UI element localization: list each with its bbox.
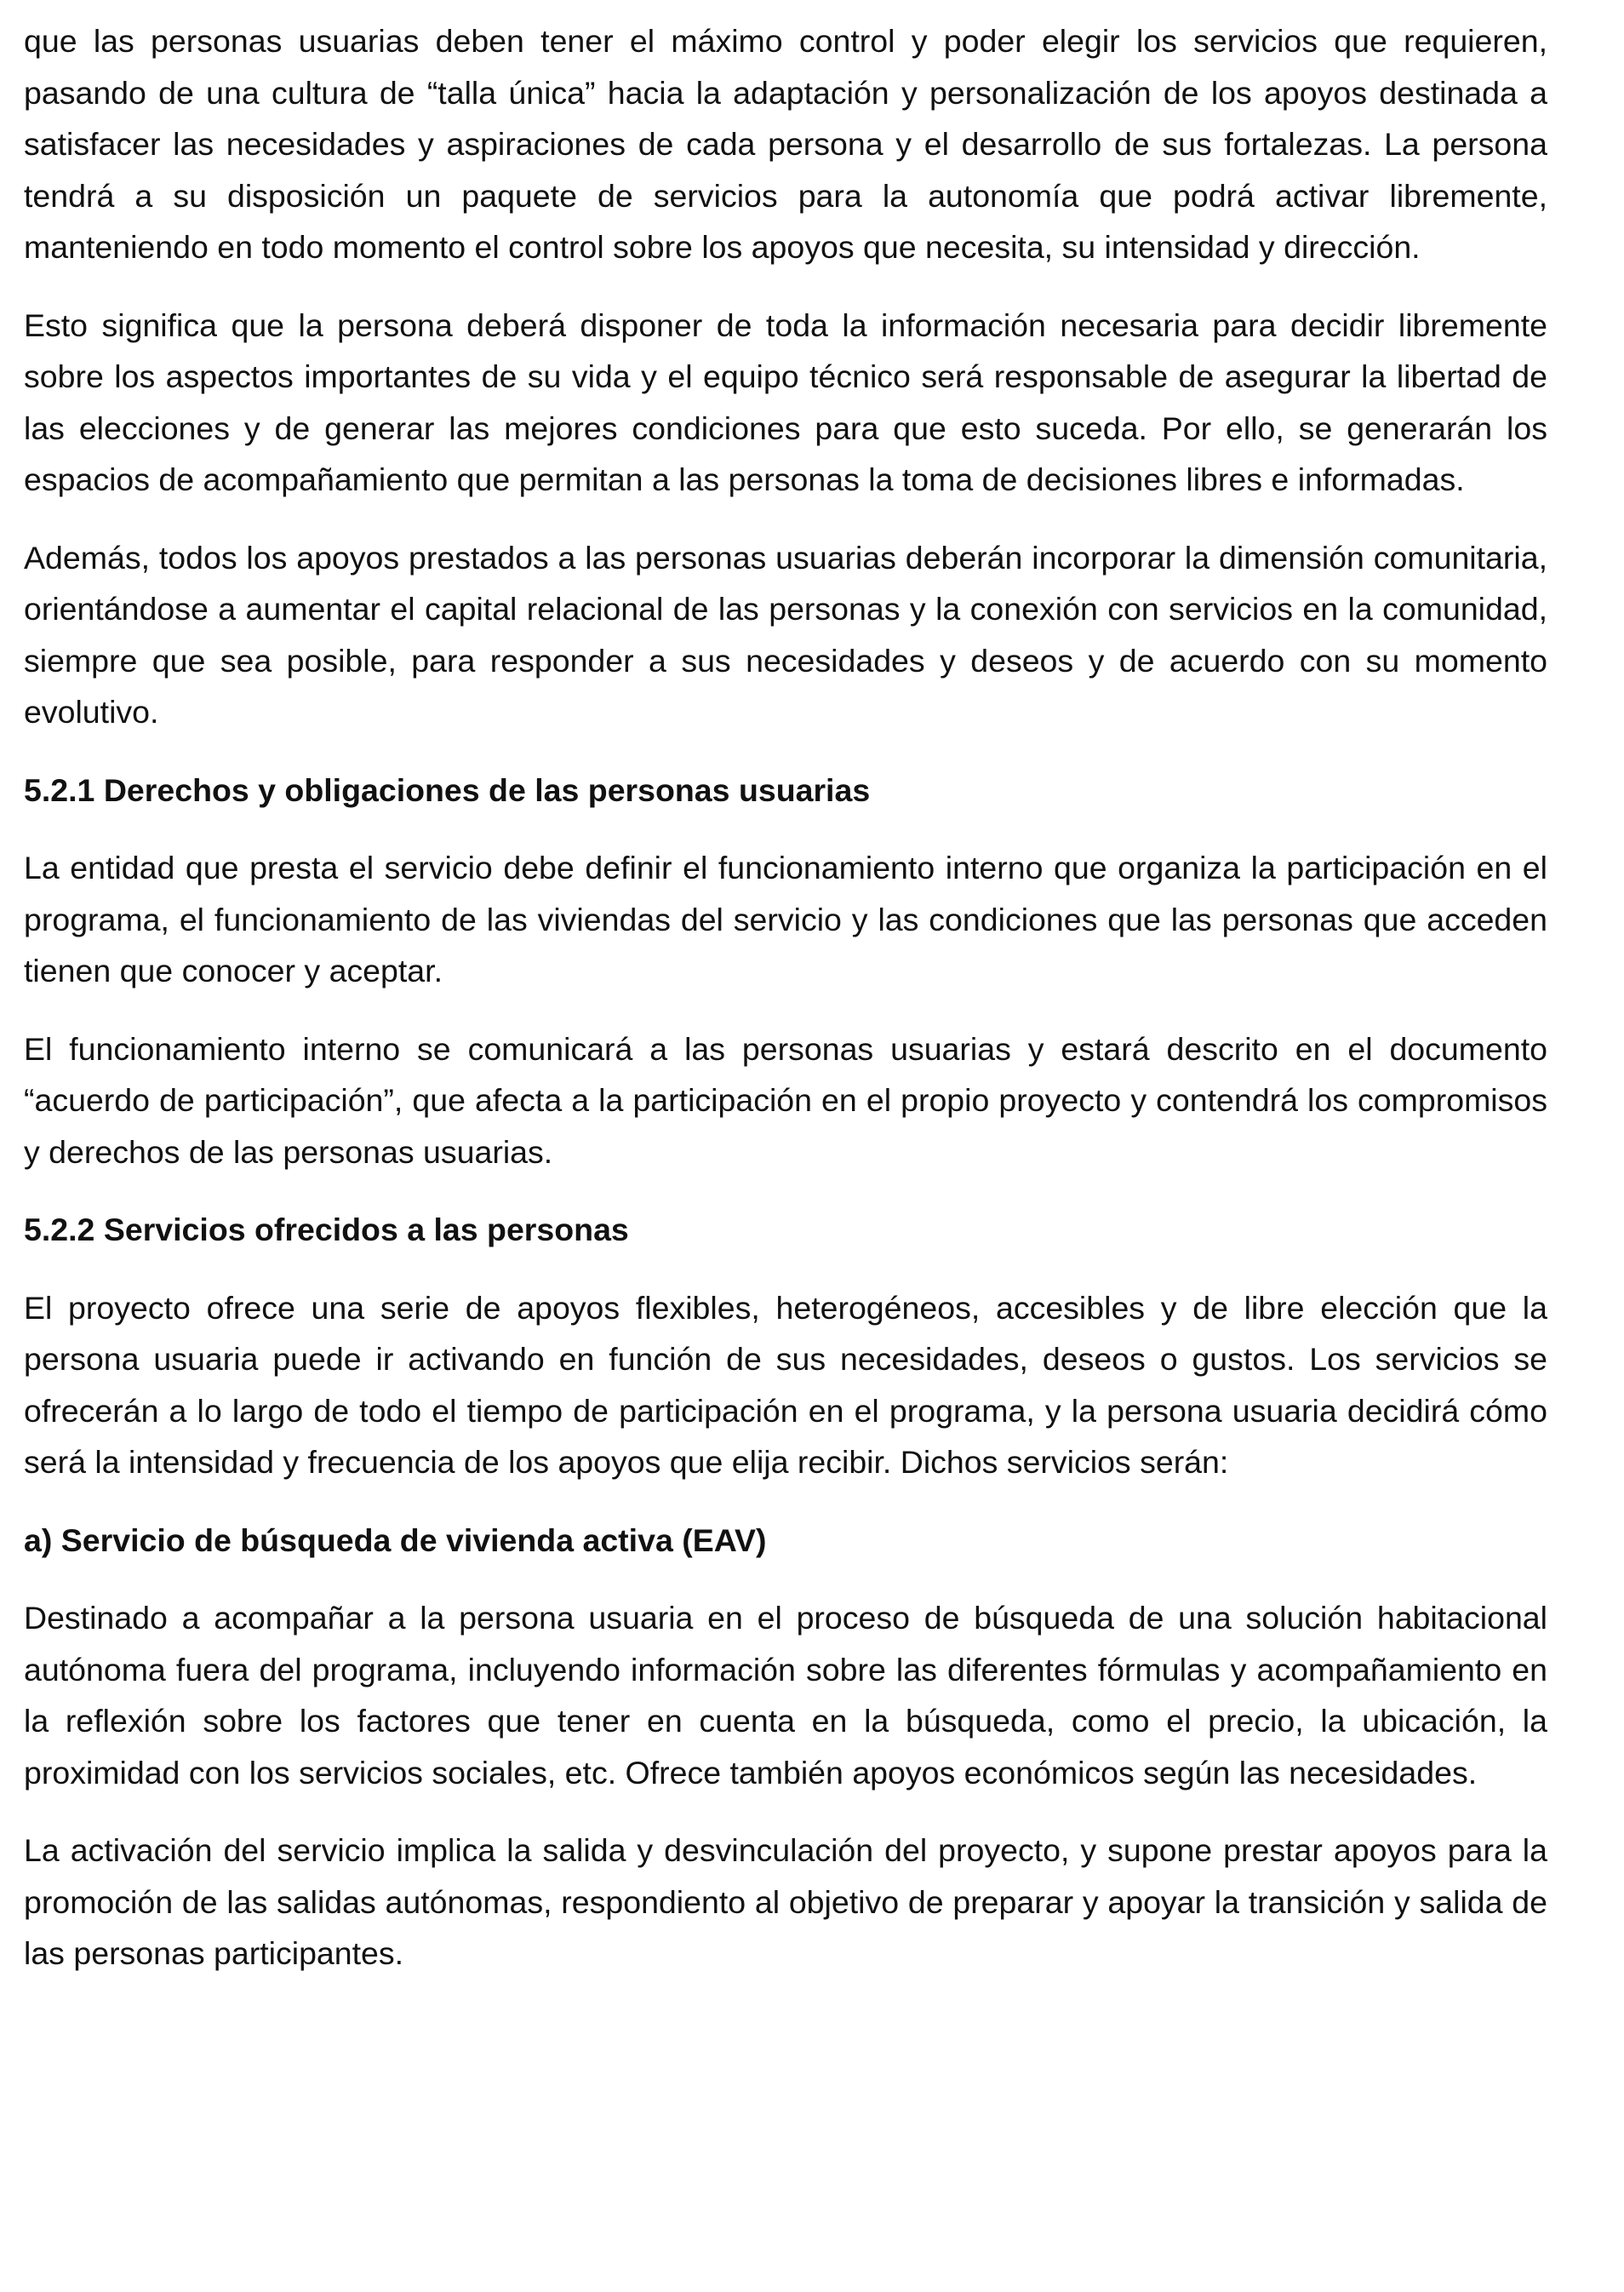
heading-5-2-2: 5.2.2 Servicios ofrecidos a las personas [24,1212,629,1247]
paragraph-services-offered: El proyecto ofrece una serie de apoyos flexibles, heterogéneos, accesibles y de libre elección que la persona usuaria puede ir activando en función de sus necesidades, deseos o gustos. Los servicios se ofrecerán a lo largo de todo el tiempo de participación en el programa, y la persona usuaria decidirá cómo será la intensidad y frecuencia de los apoyos que elija recibir. Dichos servicios serán: [24,1289,1547,1480]
paragraph-informed-decisions: Esto significa que la persona deberá disponer de toda la información necesaria para decidir libremente sobre los aspectos importantes de su vida y el equipo técnico será responsable de asegurar la libertad de las elecciones y de generar las mejores condiciones para que esto suceda. Por ello, se generarán los espacios de acompañamiento que permitan a las personas la toma de decisiones libres e informadas. [24,307,1547,497]
heading-service-a: a) Servicio de búsqueda de vivienda activa (EAV) [24,1521,767,1558]
heading-5-2-1: 5.2.1 Derechos y obligaciones de las personas usuarias [24,771,871,808]
paragraph-community-dimension: Además, todos los apoyos prestados a las personas usuarias deberán incorporar la dimensión comunitaria, orientándose a aumentar el capital relacional de las personas y la conexión con servicios en la comunidad, siempre que sea posible, para responder a sus necesidades y deseos y de acuerdo con su momento evolutivo. [24,539,1547,730]
paragraph-internal-operation: La entidad que presta el servicio debe definir el funcionamiento interno que organiza la participación en el programa, el funcionamiento de las viviendas del servicio y las condiciones que las personas que acceden tienen que conocer y aceptar. [24,850,1547,988]
paragraph-participation-agreement: El funcionamiento interno se comunicará a las personas usuarias y estará descrito en el documento “acuerdo de participación”, que afecta a la participación en el propio proyecto y contendrá los compromisos y derechos de las personas usuarias. [24,1030,1547,1170]
paragraph-housing-search: Destinado a acompañar a la persona usuaria en el proceso de búsqueda de una solución habitacional autónoma fuera del programa, incluyendo información sobre las diferentes fórmulas y acompañamiento en la reflexión sobre los factores que tener en cuenta en la búsqueda, como el precio, la ubicación, la proximidad con los servicios sociales, etc. Ofrece también apoyos económicos según las necesidades. [24,1600,1547,1791]
paragraph-service-activation: La activación del servicio implica la salida y desvinculación del proyecto, y supone prestar apoyos para la promoción de las salidas autónomas, respondiento al objetivo de preparar y apoyar la transición y salida de las personas participantes. [24,1832,1547,1971]
paragraph-user-control: que las personas usuarias deben tener el máximo control y poder elegir los servicios que requieren, pasando de una cultura de “talla única” hacia la adaptación y personalización de los apoyos destinada a satisfacer las necesidades y aspiraciones de cada persona y el desarrollo de sus fortalezas. La persona tendrá a su disposición un paquete de servicios para la autonomía que podrá activar libremente, manteniendo en todo momento el control sobre los apoyos que necesita, su intensidad y dirección. [24,23,1547,265]
document-page [24,15,1547,2006]
